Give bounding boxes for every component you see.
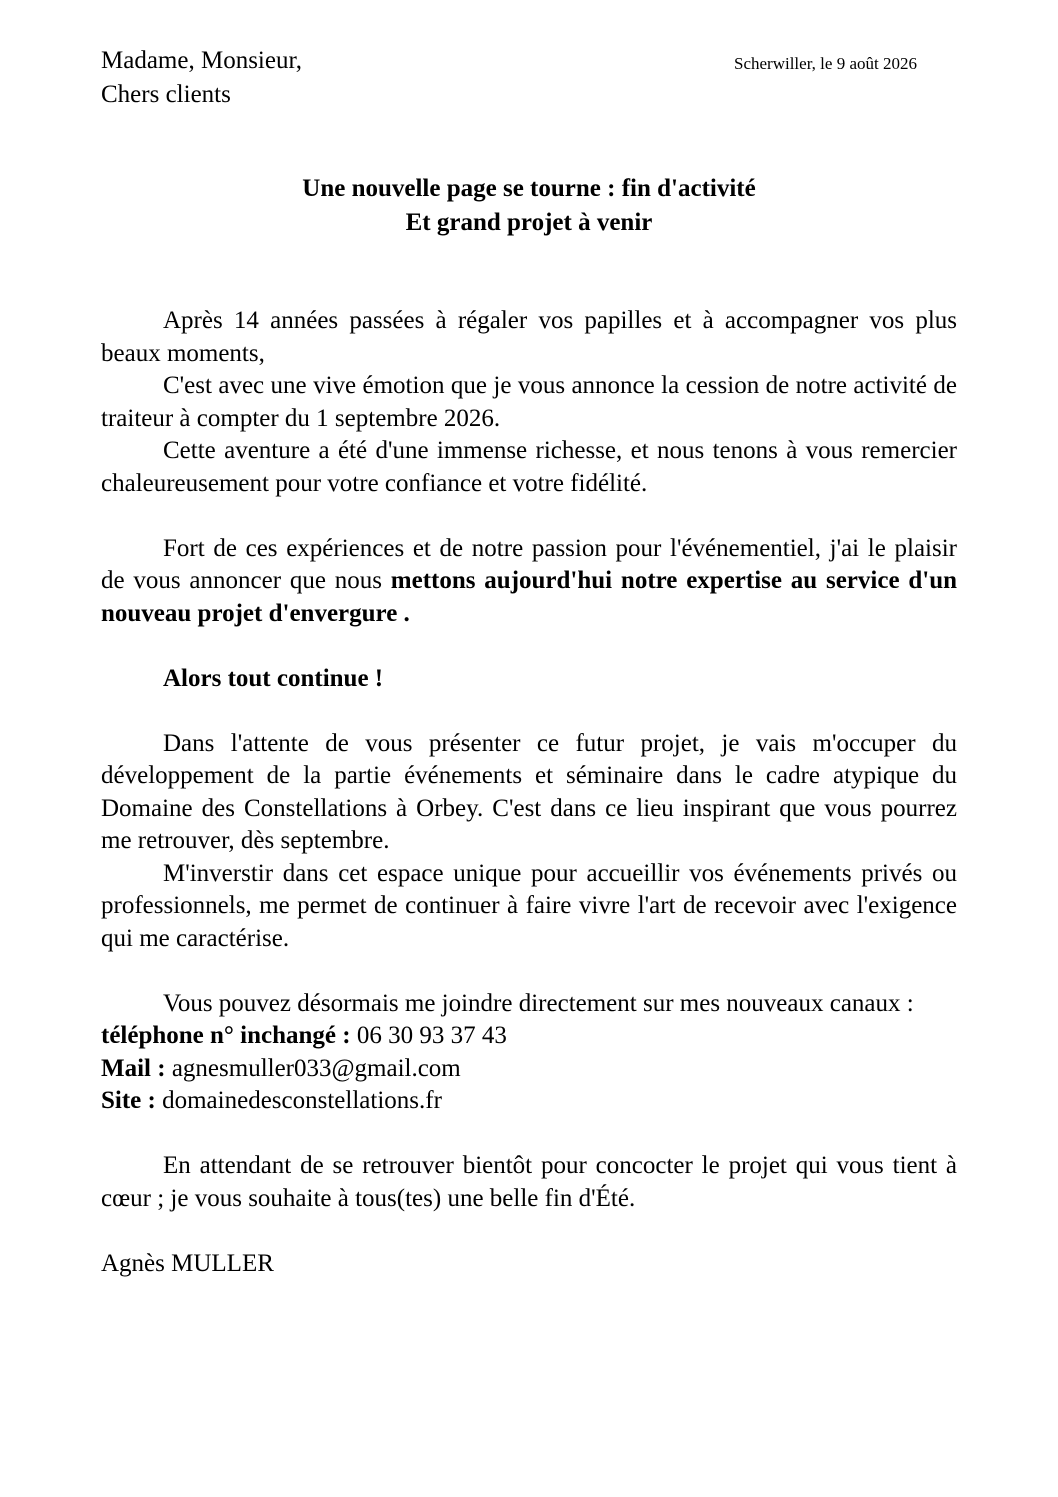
- paragraph-continue: Alors tout continue !: [163, 664, 384, 692]
- salutation-line-1: Madame, Monsieur,: [101, 47, 303, 74]
- signature: Agnès MULLER: [101, 1249, 274, 1277]
- title-line-1: Une nouvelle page se tourne : fin d'activité: [302, 175, 756, 202]
- salutation: [101, 44, 302, 112]
- paragraph-contact-intro: Vous pouvez désormais me joindre directement sur mes nouveaux canaux :: [163, 989, 914, 1017]
- paragraph-announcement: C'est avec une vive émotion que je vous annonce la cession de notre activité de traiteur à compter du 1 septembre 2026.: [101, 372, 957, 432]
- salutation-line-2: Chers clients: [101, 81, 231, 108]
- phone-label: téléphone n° inchangé :: [101, 1022, 351, 1049]
- site-value: domainedesconstellations.fr: [162, 1087, 442, 1114]
- spacer: [101, 695, 957, 728]
- paragraph-domain: Dans l'attente de vous présenter ce futur projet, je vais m'occuper du développement de la partie événements et séminaire dans le cadre atypique du Domaine des Constellations à Orbey. C'est dans ce lieu inspirant que vous pourrez me retrouver, dès septembre.: [101, 729, 957, 854]
- paragraph-closing: En attendant de se retrouver bientôt pour concocter le projet qui vous tient à cœur ; je vous souhaite à tous(tes) une belle fin d'Été.: [101, 1152, 957, 1212]
- paragraph-intro: Après 14 années passées à régaler vos papilles et à accompagner vos plus beaux moments,: [101, 307, 957, 367]
- contact-site: [101, 1085, 957, 1118]
- letter-title: [101, 172, 957, 240]
- letter-date: Scherwiller, le 9 août 2026: [734, 54, 917, 73]
- spacer: [101, 630, 957, 663]
- spacer: [101, 1215, 957, 1248]
- spacer: [101, 955, 957, 988]
- contact-phone: [101, 1020, 957, 1053]
- spacer: [101, 500, 957, 533]
- paragraph-new-project: [101, 533, 957, 631]
- mail-label: Mail :: [101, 1054, 166, 1082]
- title-line-2: Et grand projet à venir: [405, 209, 653, 236]
- paragraph-invest: M'inverstir dans cet espace unique pour accueillir vos événements privés ou professionnels, me permet de continuer à faire vivre l'art de recevoir avec l'exigence qui me caractérise.: [101, 859, 957, 952]
- letter-body: [101, 305, 957, 1280]
- site-label: Site :: [101, 1087, 156, 1114]
- spacer: [101, 1118, 957, 1151]
- new-project-text: Fort de ces expériences et de notre passion pour l'événementiel, j'ai le plaisir de vous annoncer que nous: [101, 534, 957, 594]
- phone-value: 06 30 93 37 43: [356, 1022, 507, 1049]
- contact-mail: [101, 1053, 957, 1086]
- new-project-highlight: mettons aujourd'hui notre expertise au service d'un nouveau projet d'envergure .: [101, 567, 958, 627]
- paragraph-thanks: Cette aventure a été d'une immense richesse, et nous tenons à vous remercier chaleureusement pour votre confiance et votre fidélité.: [101, 437, 957, 497]
- mail-value: agnesmuller033@gmail.com: [171, 1054, 461, 1082]
